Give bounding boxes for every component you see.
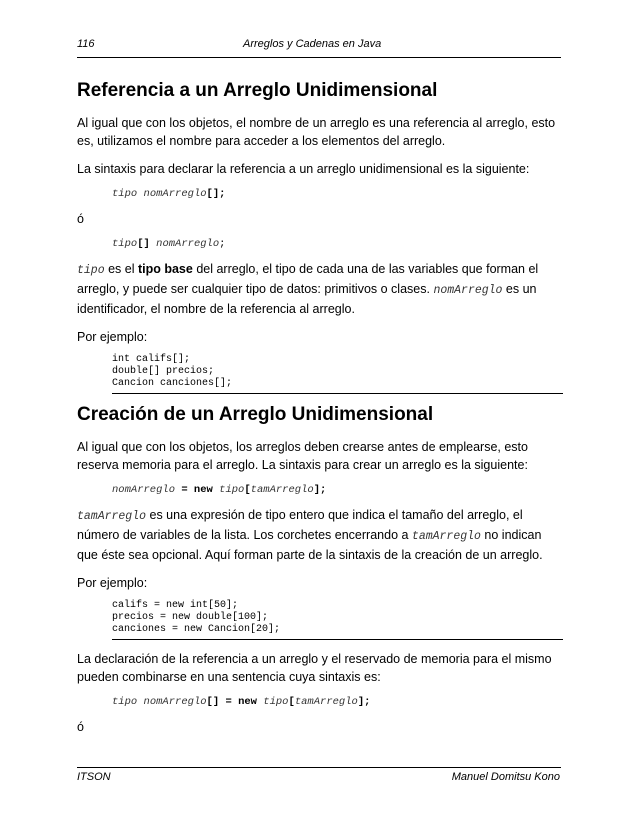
- example-label: Por ejemplo:: [77, 330, 148, 344]
- footer-author: Manuel Domitsu Kono: [451, 771, 560, 783]
- page-number: 116: [77, 38, 95, 50]
- paragraph-tam-arreglo: [77, 506, 563, 564]
- paragraph: La declaración de la referencia a un arreglo y el reservado de memoria para el mismo pueden combinarse en una sentencia cuya sintaxis es:: [77, 652, 552, 684]
- page-header: [77, 38, 560, 54]
- text-run: es el: [104, 262, 138, 276]
- inline-code: nomArreglo: [433, 284, 503, 297]
- text-run: no indican que éste sea opcional. Aquí forman parte de la sintaxis de la creación de un arreglo.: [77, 528, 543, 562]
- inline-code: tipo: [77, 264, 105, 277]
- code-token: tamArreglo: [250, 484, 314, 496]
- footer-institution: ITSON: [77, 771, 111, 783]
- running-title: Arreglos y Cadenas en Java: [243, 38, 382, 50]
- text-run: es un identificador, el nombre de la referencia al arreglo.: [77, 282, 537, 316]
- text-run: del arreglo, el tipo de cada una de las variables que forman el arreglo, y puede ser cualquier tipo de datos: primitivos o clases.: [77, 262, 539, 296]
- code-token: tipo: [219, 484, 245, 496]
- code-token: ];: [357, 696, 371, 708]
- paragraph-tipo-base: [77, 260, 563, 318]
- code-token: nomArreglo: [156, 238, 220, 250]
- code-token: ;: [219, 238, 226, 250]
- code-token: nomArreglo: [143, 696, 207, 708]
- code-token: nomArreglo: [143, 188, 207, 200]
- inline-code: tamArreglo: [411, 530, 481, 543]
- code-line: precios = new double[100];: [112, 612, 269, 623]
- code-token: tipo: [112, 696, 138, 708]
- code-example-declarations: [112, 354, 563, 394]
- paragraph: La sintaxis para declarar la referencia a un arreglo unidimensional es la siguiente:: [77, 162, 530, 176]
- syntax-creation: [112, 484, 563, 496]
- code-keyword: new: [238, 696, 257, 708]
- code-line: califs = new int[50];: [112, 600, 239, 611]
- bold-term: tipo base: [137, 262, 193, 276]
- code-token: [: [244, 484, 251, 496]
- code-line: Cancion canciones[];: [112, 378, 233, 389]
- header-rule: [77, 57, 561, 58]
- code-token: [: [288, 696, 295, 708]
- page-content: [77, 70, 563, 746]
- syntax-declaration-alt: [112, 238, 563, 250]
- code-token: [];: [206, 188, 226, 200]
- section-heading-creacion: Creación de un Arreglo Unidimensional: [77, 404, 434, 425]
- paragraph: Al igual que con los objetos, el nombre de un arreglo es una referencia al arreglo, esto es, utilizamos el nombre para acceder a los elementos del arreglo.: [77, 116, 556, 148]
- code-line: int califs[];: [112, 354, 191, 365]
- syntax-declaration: [112, 188, 563, 200]
- code-token: tipo: [112, 188, 138, 200]
- code-example-creation: [112, 600, 563, 640]
- syntax-combined: [112, 696, 563, 708]
- code-token: =: [175, 484, 194, 496]
- code-token: []: [137, 238, 150, 250]
- example-label: Por ejemplo:: [77, 576, 148, 590]
- or-text: ó: [77, 720, 84, 734]
- code-token: nomArreglo: [112, 484, 176, 496]
- code-token: tipo: [112, 238, 138, 250]
- paragraph: Al igual que con los objetos, los arreglos deben crearse antes de emplearse, esto reserva memoria para el arreglo. La sintaxis para crear un arreglo es la siguiente:: [77, 440, 528, 472]
- code-token: tipo: [263, 696, 289, 708]
- section-heading-referencia: Referencia a un Arreglo Unidimensional: [77, 80, 438, 101]
- page-footer: [77, 771, 560, 787]
- code-line: canciones = new Cancion[20];: [112, 624, 281, 635]
- code-token: ];: [313, 484, 327, 496]
- inline-code: tamArreglo: [77, 510, 147, 523]
- code-token: tamArreglo: [294, 696, 358, 708]
- code-token: [] =: [206, 696, 239, 708]
- or-text: ó: [77, 212, 84, 226]
- code-keyword: new: [193, 484, 213, 496]
- text-run: es una expresión de tipo entero que indica el tamaño del arreglo, el número de variables de la lista. Los corchetes encerrando a: [77, 508, 523, 542]
- footer-rule: [77, 767, 561, 768]
- code-line: double[] precios;: [112, 366, 215, 377]
